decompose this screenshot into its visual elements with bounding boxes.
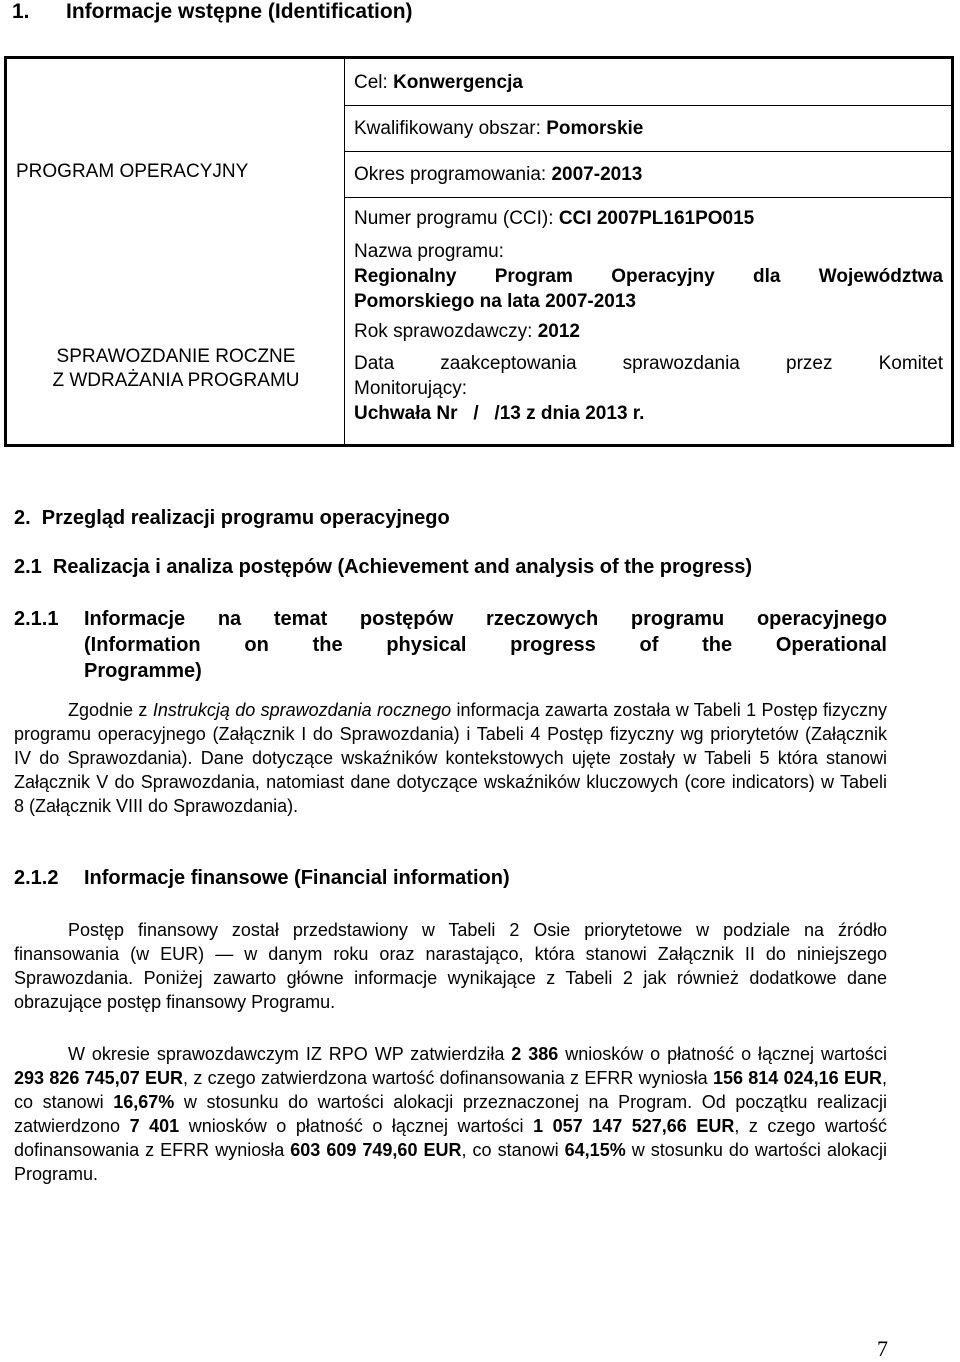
table-row-divider xyxy=(344,197,951,198)
section-2-1-heading: 2.1 Realizacja i analiza postępów (Achievement and analysis of the progress) xyxy=(14,556,753,578)
paragraph-financial-progress: Postęp finansowy został przedstawiony w Tabeli 2 Osie priorytetowe w podziale na źródło finansowania (w EUR) — w danym roku oraz narastająco, która stanowi Załącznik II do niniejszego Sprawozdania. Poniżej zawarto główne informacje wynikające z Tabeli 2 jak również dodatkowe dane obrazujące postęp finansowy Programu. xyxy=(14,920,887,1012)
cel-row: Cel: Konwergencja xyxy=(354,72,523,93)
okres-row: Okres programowania: 2007-2013 xyxy=(354,164,643,185)
paragraph-physical-progress: Zgodnie z Instrukcją do sprawozdania rocznego informacja zawarta została w Tabeli 1 Postęp fizyczny programu operacyjnego (Załącznik I do Sprawozdania) i Tabeli 4 Postęp fizyczny wg priorytetów (Załącznik IV do Sprawozdania). Dane dotyczące wskaźników kontekstowych ujęte zostały w Tabeli 5 która stanowi Załącznik V do Sprawozdania, natomiast dane dotyczące wskaźników kluczowych (core indicators) w Tabeli 8 (Załącznik VIII do Sprawozdania). xyxy=(14,700,887,816)
numer-row: Numer programu (CCI): CCI 2007PL161PO015 xyxy=(354,208,755,229)
nazwa-row: Nazwa programu: Regionalny Program Operacyjny dla Województwa Pomorskiego na lata 2007-2013 xyxy=(354,241,943,312)
section-1-title: Informacje wstępne (Identification) xyxy=(66,0,413,23)
section-2-1-1-heading: 2.1.1 Informacje na temat postępów rzeczowych programu operacyjnego (Information on the physical progress of the Operational Programme) xyxy=(14,608,887,682)
section-1-heading xyxy=(12,0,413,24)
section-2-heading: 2. Przegląd realizacji programu operacyjnego xyxy=(14,507,450,529)
rok-row: Rok sprawozdawczy: 2012 xyxy=(354,321,581,342)
report-label: SPRAWOZDANIE ROCZNE Z WDRAŻANIA PROGRAMU xyxy=(52,346,300,391)
obszar-row: Kwalifikowany obszar: Pomorskie xyxy=(354,118,644,139)
program-label: PROGRAM OPERACYJNY xyxy=(16,161,249,182)
section-2-1-2-heading xyxy=(14,867,510,890)
table-row-divider xyxy=(344,151,951,152)
section-2-1-2-number: 2.1.2 xyxy=(14,867,59,889)
section-1-number: 1. xyxy=(12,0,30,23)
section-2-1-2-title: Informacje finansowe (Financial information) xyxy=(84,867,510,889)
data-row: Data zaakceptowania sprawozdania przez Komitet Monitorujący: Uchwała Nr / /13 z dnia 2013 r. xyxy=(354,353,943,424)
identification-table xyxy=(4,56,954,447)
section-2-1-1-number: 2.1.1 xyxy=(14,608,59,630)
page-number: 7 xyxy=(877,1336,888,1361)
table-column-divider xyxy=(344,59,345,444)
table-row-divider xyxy=(344,105,951,106)
paragraph-payment-claims: W okresie sprawozdawczym IZ RPO WP zatwierdziła 2 386 wniosków o płatność o łącznej wartości 293 826 745,07 EUR, z czego zatwierdzona wartość dofinansowania z EFRR wyniosła 156 814 024,16 EUR, co stanowi 16,67% w stosunku do wartości alokacji przeznaczonej na Program. Od początku realizacji zatwierdzono 7 401 wniosków o płatność o łącznej wartości 1 057 147 527,66 EUR, z czego wartość dofinansowania z EFRR wyniosła 603 609 749,60 EUR, co stanowi 64,15% w stosunku do wartości alokacji Programu. xyxy=(14,1044,888,1184)
